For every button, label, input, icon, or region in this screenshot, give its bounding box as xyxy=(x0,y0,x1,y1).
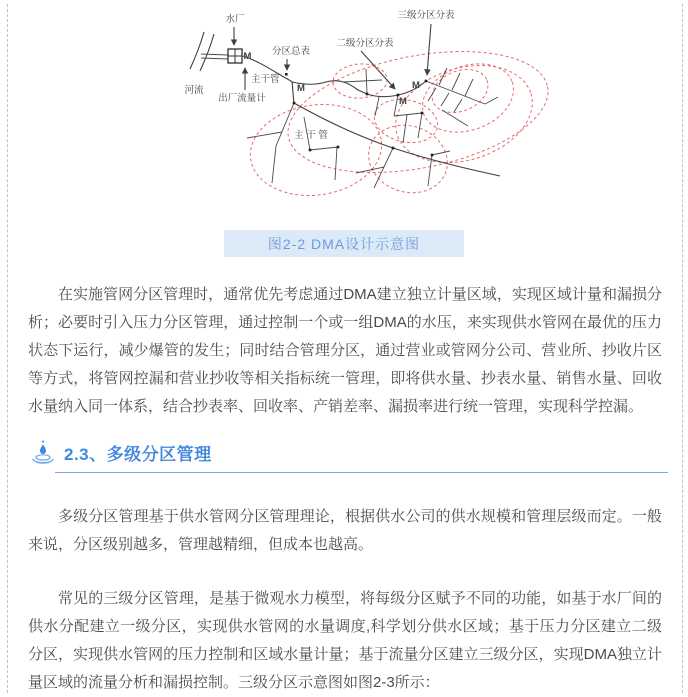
river-label: 河流 xyxy=(184,85,204,96)
paragraph-three-level-detail: 常见的三级分区管理，是基于微观水力模型，将每级分区赋予不同的功能，如基于水厂间的供水分配建立一级分区，实现供水管网的水量调度,科学划分供水区域；基于压力分区建立二级分区，实现供水管网的压力控制和区域水量计量；基于流量分区建立三级分区，实现DMA独立计量区域的流量分析和漏损控制。三级分区示意图如图2-3所示： xyxy=(28,590,662,691)
water-plant-box xyxy=(228,49,242,63)
dma-diagram xyxy=(148,4,572,226)
main-pipe-lower-label: 主 干 管 xyxy=(294,130,328,141)
paragraph-dma-management: 在实施管网分区管理时，通常优先考虑通过DMA建立独立计量区域，实现区域计量和漏损分析；必要时引入压力分区管理，通过控制一个或一组DMA的水压，来实现供水管网在最优的压力状态下运行，减少爆管的发生；同时结合管理分区，通过营业或管网分公司、营业所、抄收片区等方式，将管网控漏和营业抄收等相关指标统一管理，即将供水量、抄表水量、销售水量、回收水量纳入同一体系，结合抄表率、回收率、产销差率、漏损率进行统一管理，实现科学控漏。 xyxy=(28,286,662,415)
level3-zone-meter-label: 三级分区分表 xyxy=(397,10,455,21)
meter-m-zone: M xyxy=(297,83,305,94)
level2-zone-meter-label: 二级分区分表 xyxy=(336,38,394,49)
meter-m-level2: M xyxy=(399,96,407,107)
pipe-network xyxy=(243,56,500,188)
section-heading-2-3 xyxy=(30,439,668,473)
main-pipe-upper-label: 主干管 xyxy=(251,74,280,85)
page-right-dashed-border xyxy=(682,4,683,693)
dma-zone-boundaries xyxy=(244,32,558,204)
page-left-dashed-border xyxy=(7,4,8,693)
article-page xyxy=(0,4,688,693)
figure-caption: 图2-2 DMA设计示意图 xyxy=(224,230,464,257)
outlet-flow-meter-label: 出厂流量计 xyxy=(218,93,266,104)
meter-m-plant: M xyxy=(243,51,252,62)
paragraph-multilevel-intro: 多级分区管理基于供水管网分区管理理论，根据供水公司的供水规模和管理层级而定。一般来说，分区级别越多，管理越精细，但成本也越高。 xyxy=(28,508,662,553)
section-underline xyxy=(55,472,668,473)
meter-m-level3: M xyxy=(412,80,420,91)
water-drop-ripple-icon xyxy=(30,439,56,465)
zone-master-meter-label: 分区总表 xyxy=(271,46,311,57)
river-lines xyxy=(190,32,214,71)
dma-diagram-figure xyxy=(148,4,572,226)
intake-pipe xyxy=(201,54,228,55)
section-title: 2.3、多级分区管理 xyxy=(64,444,212,464)
water-plant-label: 水厂 xyxy=(225,14,245,25)
